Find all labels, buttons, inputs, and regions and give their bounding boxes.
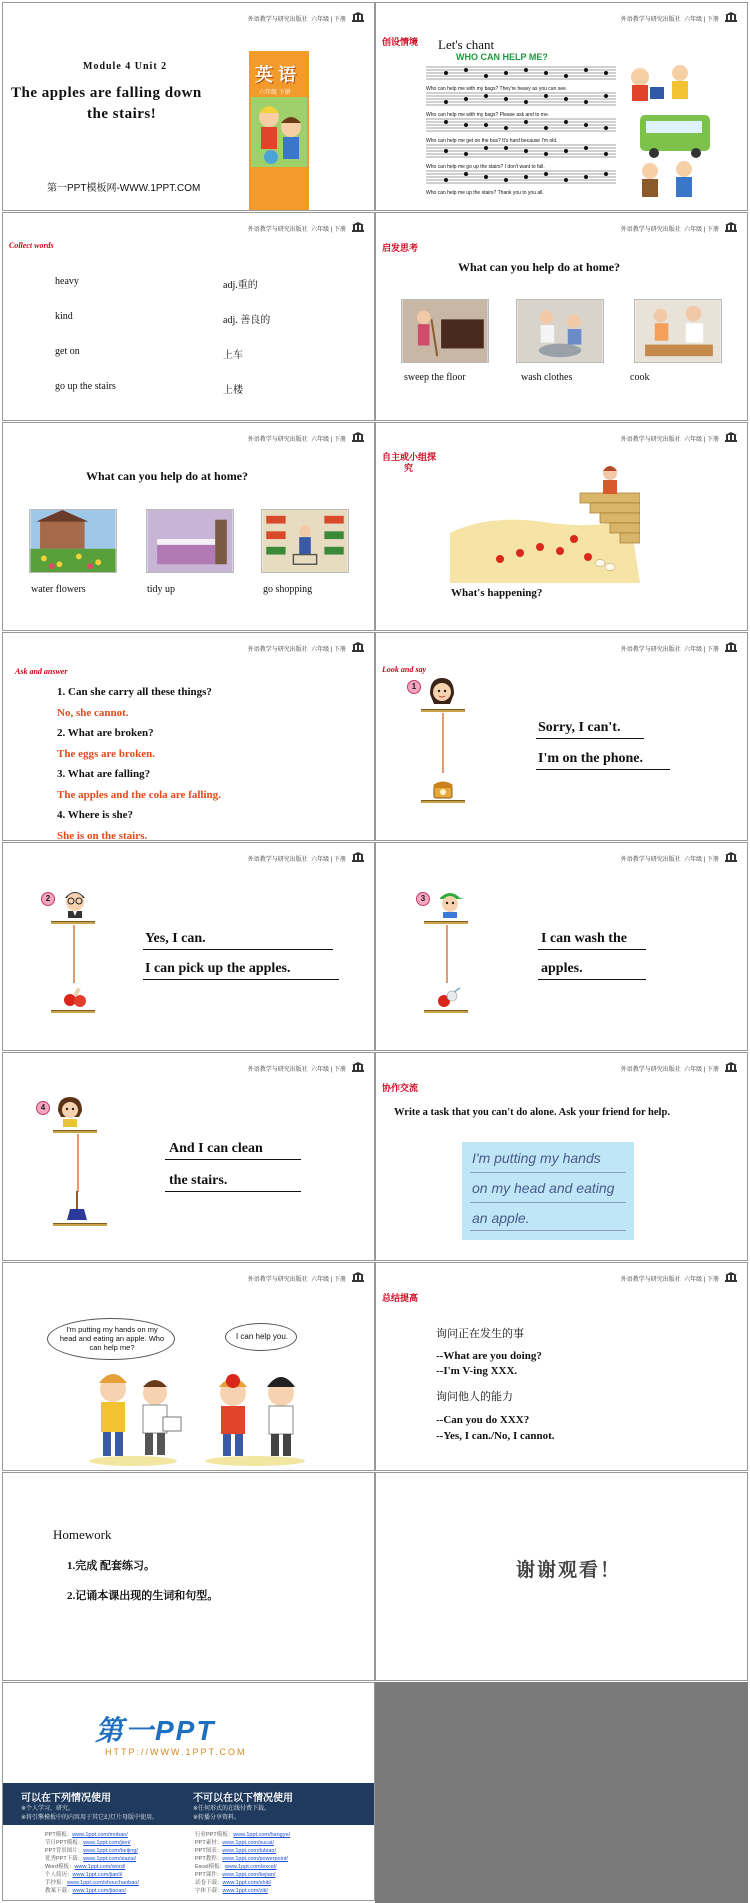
- link-row[interactable]: [45, 1839, 139, 1847]
- links-left-column: [45, 1831, 139, 1895]
- top-shelf: [53, 1130, 97, 1133]
- number-badge: 1: [407, 680, 421, 694]
- note-line: I'm putting my hands: [472, 1150, 601, 1166]
- chant-heading: Let's chant: [438, 37, 495, 52]
- link-label: PPT素材：: [195, 1840, 223, 1846]
- textbook-cover: [249, 51, 309, 211]
- link-row[interactable]: [45, 1831, 139, 1839]
- publisher-logo-icon: [352, 12, 364, 22]
- link-url[interactable]: www.1ppt.com/beijing/: [83, 1848, 138, 1854]
- link-row[interactable]: [45, 1863, 139, 1871]
- photo-water-flowers: [29, 509, 117, 573]
- connector-line: [77, 1134, 79, 1192]
- question-heading: What can you help do at home?: [86, 469, 249, 483]
- publisher-logo-icon: [725, 852, 737, 862]
- summary-heading-2: 询问他人的能力: [436, 1391, 513, 1403]
- section-label-line2: 究: [404, 463, 414, 473]
- word-cn: 上楼: [223, 385, 243, 396]
- caption-cook: cook: [630, 372, 650, 383]
- link-url[interactable]: www.1ppt.com/xiazai/: [83, 1856, 137, 1862]
- link-row[interactable]: [195, 1879, 290, 1887]
- bottom-shelf: [53, 1223, 107, 1226]
- homework-item: 1.完成 配套练习。: [67, 1560, 155, 1572]
- slide-ask-and-answer[interactable]: [2, 632, 375, 841]
- answer-underline: [538, 949, 646, 950]
- slide-help-at-home-1[interactable]: [375, 212, 748, 421]
- slide-look-and-say-1[interactable]: [375, 632, 748, 841]
- can-use-item: ※个人学习、研究。: [21, 1806, 75, 1812]
- link-label: PPT教程：: [195, 1856, 223, 1862]
- link-label: PPT图表：: [195, 1848, 223, 1854]
- washing-apples-icon: [434, 986, 462, 1010]
- link-url[interactable]: www.1ppt.com/jiaoan/: [72, 1888, 127, 1894]
- link-label: Excel模板：: [195, 1864, 225, 1870]
- usage-banner: [3, 1783, 375, 1825]
- link-label: 字体下载：: [195, 1888, 223, 1894]
- staff-lines: [426, 65, 616, 81]
- connector-line: [73, 925, 75, 983]
- word-en: get on: [55, 346, 80, 357]
- lyric-line: Who can help me go up the stairs? I don't want to fall.: [426, 164, 545, 170]
- word-en: go up the stairs: [55, 381, 116, 392]
- link-url[interactable]: www.1ppt.com/shouchaobao/: [67, 1880, 139, 1886]
- answer-line1: I can wash the: [541, 931, 627, 946]
- answer-underline: [538, 979, 646, 980]
- connector-line: [446, 925, 448, 983]
- music-score: [426, 65, 616, 195]
- slide-help-at-home-2[interactable]: [2, 422, 375, 631]
- question-text: 4. Where is she?: [57, 809, 133, 821]
- publisher-logo-icon: [725, 12, 737, 22]
- question-text: 1. Can she carry all these things?: [57, 686, 212, 698]
- publisher-header: 外语教学与研究出版社 六年级 | 下册: [247, 1277, 346, 1283]
- publisher-header: 外语教学与研究出版社 六年级 | 下册: [247, 1067, 346, 1073]
- question-text: 3. What are falling?: [57, 768, 151, 780]
- staff-row: [426, 65, 616, 91]
- caption-wash-clothes: wash clothes: [521, 372, 573, 383]
- note-rule: [470, 1172, 626, 1173]
- slide-look-and-say-4[interactable]: [2, 1052, 375, 1261]
- homework-item: 2.记诵本课出现的生词和句型。: [67, 1590, 219, 1602]
- section-label: 创设情境: [382, 37, 419, 47]
- answer-line1: Sorry, I can't.: [538, 720, 621, 735]
- link-row[interactable]: [195, 1847, 290, 1855]
- lyric-line: Who can help me up the stairs? Thank you to you all.: [426, 190, 544, 196]
- section-label: Collect words: [9, 241, 54, 250]
- link-label: 节日PPT模板：: [45, 1840, 84, 1846]
- answer-line2: the stairs.: [169, 1173, 228, 1188]
- caption-water-flowers: water flowers: [31, 584, 86, 595]
- lesson-title-line1: The apples are falling down: [11, 85, 202, 101]
- note-rule: [470, 1230, 626, 1231]
- number-badge: 3: [416, 892, 430, 906]
- answer-underline: [143, 949, 333, 950]
- cannot-use-item: ※任何形式的在线付费下载。: [193, 1806, 271, 1812]
- boy-glasses-face-icon: [61, 888, 89, 918]
- section-label: Ask and answer: [15, 667, 68, 676]
- note-line: on my head and eating: [472, 1180, 615, 1196]
- link-url[interactable]: www.1ppt.com/shiti/: [222, 1880, 272, 1886]
- link-row[interactable]: [45, 1871, 139, 1879]
- caption-go-shopping: go shopping: [263, 584, 313, 595]
- slide-template-info[interactable]: [2, 1682, 375, 1901]
- answer-text: The eggs are broken.: [57, 748, 155, 760]
- link-row[interactable]: [195, 1863, 290, 1871]
- answer-text: No, she cannot.: [57, 707, 129, 719]
- link-row[interactable]: [195, 1871, 290, 1879]
- word-cn: 上车: [223, 350, 243, 361]
- link-label: PPT背景图片：: [45, 1848, 84, 1854]
- number-badge: 2: [41, 892, 55, 906]
- answer-line2: I can pick up the apples.: [145, 961, 291, 976]
- boy-cap-face-icon: [436, 888, 464, 918]
- top-shelf: [424, 921, 468, 924]
- question-heading: What can you help do at home?: [458, 260, 621, 274]
- publisher-logo-icon: [725, 432, 737, 442]
- caption-tidy-up: tidy up: [147, 584, 176, 595]
- telephone-icon: [431, 776, 455, 800]
- link-url[interactable]: www.1ppt.com/powerpoint/: [222, 1856, 288, 1862]
- bubble-2-text: I can help you.: [235, 1332, 289, 1341]
- link-label: Word模板：: [45, 1864, 75, 1870]
- link-url[interactable]: www.1ppt.com/excel/: [224, 1864, 277, 1870]
- link-url[interactable]: www.1ppt.com/kejian/: [222, 1872, 276, 1878]
- slide-look-and-say-2[interactable]: [2, 842, 375, 1051]
- section-label: Look and say: [382, 665, 426, 674]
- slide-look-and-say-3[interactable]: [375, 842, 748, 1051]
- word-en: heavy: [55, 276, 79, 287]
- section-label: 启发思考: [382, 243, 419, 253]
- speech-bubble-2: [225, 1323, 297, 1351]
- slide-title[interactable]: [2, 2, 375, 211]
- slide-homework[interactable]: [2, 1472, 375, 1681]
- answer-underline: [536, 738, 644, 739]
- link-row[interactable]: [45, 1847, 139, 1855]
- link-label: PPT模板：: [45, 1832, 73, 1838]
- publisher-logo-icon: [352, 852, 364, 862]
- link-url[interactable]: www.1ppt.com/word/: [74, 1864, 126, 1870]
- connector-line: [442, 713, 444, 773]
- top-shelf: [421, 709, 465, 712]
- thanks-text: 谢谢观看！: [516, 1560, 622, 1581]
- publisher-header: 外语教学与研究出版社 六年级 | 下册: [247, 17, 346, 23]
- staff-lines: [426, 91, 616, 107]
- link-label: 优秀PPT下载：: [45, 1856, 84, 1862]
- link-label: 行业PPT模板：: [195, 1832, 234, 1838]
- word-cn: adj.重的: [223, 280, 258, 291]
- publisher-logo-icon: [725, 222, 737, 232]
- link-row[interactable]: [45, 1855, 139, 1863]
- summary-line: --I'm V-ing XXX.: [436, 1365, 518, 1377]
- slide-dialogue-illustration[interactable]: [2, 1262, 375, 1471]
- girl-face-icon: [428, 678, 456, 706]
- brand-logo: 第一PPT: [95, 1715, 216, 1746]
- publisher-header: 外语教学与研究出版社 六年级 | 下册: [620, 1277, 719, 1283]
- word-en: kind: [55, 311, 73, 322]
- song-title: WHO CAN HELP ME?: [456, 52, 548, 62]
- answer-line1: And I can clean: [169, 1141, 263, 1156]
- slide-lets-chant[interactable]: [375, 2, 748, 211]
- bubble-1-text: I'm putting my hands on my head and eating an apple. Who can help me?: [59, 1325, 165, 1352]
- number-badge: 4: [36, 1101, 50, 1115]
- staff-row: [426, 169, 616, 195]
- publisher-header: 外语教学与研究出版社 六年级 | 下册: [620, 647, 719, 653]
- woman-face-icon: [55, 1097, 85, 1127]
- photo-sweep-floor: [401, 299, 489, 363]
- publisher-logo-icon: [352, 222, 364, 232]
- lyric-line: Who can help me get on the bus? It's hard because I'm old.: [426, 138, 558, 144]
- answer-text: The apples and the cola are falling.: [57, 789, 221, 801]
- staff-row: [426, 117, 616, 143]
- textbook-grade: 六年级 下册: [259, 90, 291, 96]
- task-instruction: Write a task that you can't do alone. Ask your friend for help.: [394, 1107, 670, 1118]
- word-cn: adj. 善良的: [223, 315, 271, 326]
- section-label-line1: 自主或小组探: [382, 452, 437, 462]
- publisher-header: 外语教学与研究出版社 六年级 | 下册: [620, 1067, 719, 1073]
- answer-underline: [165, 1191, 301, 1192]
- publisher-logo-icon: [725, 1062, 737, 1072]
- answer-underline: [165, 1159, 301, 1160]
- summary-line: --Yes, I can./No, I cannot.: [436, 1430, 555, 1442]
- link-url[interactable]: www.1ppt.com/moban/: [72, 1832, 128, 1838]
- publisher-logo-icon: [352, 1062, 364, 1072]
- link-row[interactable]: [195, 1887, 290, 1895]
- links-right-column: [195, 1831, 290, 1895]
- site-label: 第一PPT模板网-WWW.1PPT.COM: [47, 183, 201, 194]
- staff-lines: [426, 143, 616, 159]
- publisher-header: 外语教学与研究出版社 六年级 | 下册: [247, 437, 346, 443]
- link-row[interactable]: [45, 1887, 139, 1895]
- link-row[interactable]: [45, 1879, 139, 1887]
- publisher-header: 外语教学与研究出版社 六年级 | 下册: [247, 857, 346, 863]
- children-dialogue-illustration: [83, 1359, 323, 1467]
- can-use-item: ※将引擎模板中的内容用于其它幻灯片母版中使用。: [21, 1815, 159, 1821]
- publisher-logo-icon: [352, 642, 364, 652]
- slide-whats-happening[interactable]: [375, 422, 748, 631]
- slide-summary[interactable]: [375, 1262, 748, 1471]
- cannot-use-item: ※转播分享资料。: [193, 1815, 241, 1821]
- can-use-title: 可以在下列情况使用: [21, 1793, 111, 1804]
- link-url[interactable]: www.1ppt.com/tubiao/: [222, 1848, 277, 1854]
- staff-row: [426, 91, 616, 117]
- note-line: an apple.: [472, 1210, 530, 1226]
- question-text: 2. What are broken?: [57, 727, 154, 739]
- publisher-logo-icon: [725, 642, 737, 652]
- answer-line2: I'm on the phone.: [538, 751, 644, 766]
- staff-lines: [426, 117, 616, 133]
- bottom-shelf: [424, 1010, 468, 1013]
- answer-underline: [143, 979, 339, 980]
- textbook-title: 英 语: [255, 65, 297, 85]
- photo-go-shopping: [261, 509, 349, 573]
- photo-cook: [634, 299, 722, 363]
- publisher-header: 外语教学与研究出版社 六年级 | 下册: [620, 437, 719, 443]
- link-label: 试卷下载：: [195, 1880, 223, 1886]
- link-label: 教案下载：: [45, 1888, 73, 1894]
- answer-line1: Yes, I can.: [145, 931, 206, 946]
- link-url[interactable]: www.1ppt.com/jianli/: [72, 1872, 123, 1878]
- publisher-logo-icon: [352, 432, 364, 442]
- summary-line: --Can you do XXX?: [436, 1414, 530, 1426]
- bottom-shelf: [51, 1010, 95, 1013]
- photo-wash-clothes: [516, 299, 604, 363]
- publisher-header: 外语教学与研究出版社 六年级 | 下册: [620, 857, 719, 863]
- empty-grey-area: [375, 1682, 748, 1903]
- bottom-shelf: [421, 800, 465, 803]
- broom-icon: [65, 1191, 89, 1221]
- section-label: 协作交流: [382, 1083, 419, 1093]
- link-url[interactable]: www.1ppt.com/sucai/: [222, 1840, 274, 1846]
- link-label: 手抄报：: [45, 1880, 68, 1886]
- speech-bubble-1: [47, 1318, 175, 1360]
- summary-heading-1: 询问正在发生的事: [436, 1328, 524, 1340]
- section-label: 总结提高: [382, 1293, 419, 1303]
- link-url[interactable]: www.1ppt.com/hangye/: [233, 1832, 291, 1838]
- link-url[interactable]: www.1ppt.com/ziti/: [222, 1888, 269, 1894]
- answer-text: She is on the stairs.: [57, 830, 148, 841]
- top-shelf: [51, 921, 95, 924]
- answer-underline: [536, 769, 670, 770]
- lyric-line: Who can help me with my bags? Please ask and to me.: [426, 112, 550, 118]
- staff-row: [426, 143, 616, 169]
- cannot-use-title: 不可以在以下情况使用: [193, 1793, 293, 1804]
- publisher-header: 外语教学与研究出版社 六年级 | 下册: [620, 17, 719, 23]
- apples-icon: [61, 986, 89, 1010]
- lesson-title-line2: the stairs!: [87, 106, 157, 122]
- photo-tidy-up: [146, 509, 234, 573]
- staff-lines: [426, 169, 616, 185]
- slide-cooperate[interactable]: [375, 1052, 748, 1261]
- link-label: 个人简历：: [45, 1872, 73, 1878]
- summary-line: --What are you doing?: [436, 1350, 542, 1362]
- link-row[interactable]: [195, 1831, 290, 1839]
- caption-sweep-floor: sweep the floor: [404, 372, 466, 383]
- publisher-logo-icon: [725, 1272, 737, 1282]
- cover-children-illustration: [251, 97, 307, 167]
- note-rule: [470, 1202, 626, 1203]
- brand-url: HTTP://WWW.1PPT.COM: [105, 1747, 247, 1757]
- example-note: [462, 1142, 634, 1240]
- falling-apples-illustration: [450, 463, 640, 583]
- link-row[interactable]: [195, 1855, 290, 1863]
- publisher-header: 外语教学与研究出版社 六年级 | 下册: [247, 647, 346, 653]
- link-label: PPT课件：: [195, 1872, 223, 1878]
- helpers-illustration: [620, 63, 740, 203]
- answer-line2: apples.: [541, 961, 583, 976]
- homework-title: Homework: [53, 1527, 112, 1542]
- question-heading: What's happening?: [451, 587, 543, 599]
- slide-thanks[interactable]: [375, 1472, 748, 1681]
- lyric-line: Who can help me with my bags? They're heavy as you can see.: [426, 86, 568, 92]
- publisher-header: 外语教学与研究出版社 六年级 | 下册: [247, 227, 346, 233]
- link-row[interactable]: [195, 1839, 290, 1847]
- slide-collect-words[interactable]: [2, 212, 375, 421]
- publisher-logo-icon: [352, 1272, 364, 1282]
- module-label: Module 4 Unit 2: [83, 61, 168, 72]
- link-url[interactable]: www.1ppt.com/jieri/: [83, 1840, 131, 1846]
- publisher-header: 外语教学与研究出版社 六年级 | 下册: [620, 227, 719, 233]
